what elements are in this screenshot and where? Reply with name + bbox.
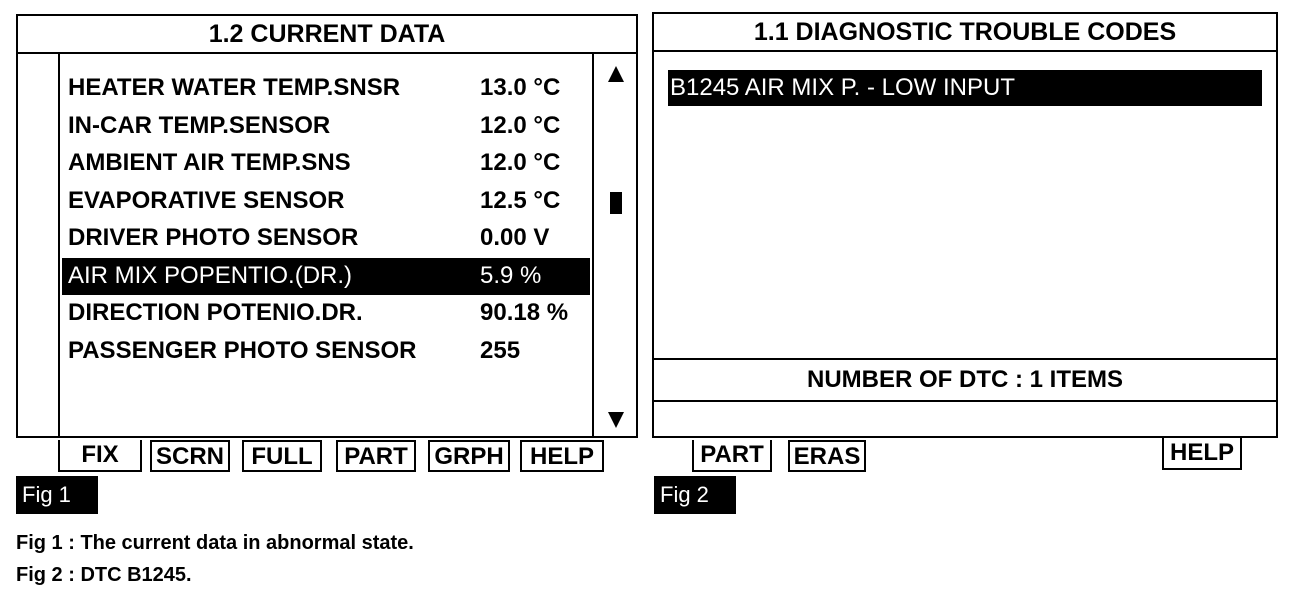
data-row[interactable] — [62, 183, 590, 221]
data-row-value: 5.9 % — [480, 261, 542, 289]
data-row-value: 12.0 °C — [480, 149, 561, 176]
dtc-title: 1.1 DIAGNOSTIC TROUBLE CODES — [654, 14, 1276, 52]
part-key[interactable]: PART — [692, 440, 772, 472]
data-row-label: DIRECTION POTENIO.DR. — [68, 299, 363, 326]
left-divider — [58, 52, 60, 436]
fig1-tag: Fig 1 — [16, 476, 98, 514]
data-row-value: 13.0 °C — [480, 74, 561, 101]
data-row-value: 90.18 % — [480, 299, 569, 326]
data-row[interactable] — [62, 220, 590, 258]
data-row[interactable] — [62, 145, 590, 183]
data-row[interactable] — [62, 295, 590, 333]
data-row-selected[interactable] — [62, 258, 590, 296]
fig2-caption: Fig 2 : DTC B1245. — [16, 564, 192, 586]
data-row-label: AIR MIX POPENTIO.(DR.) — [68, 261, 353, 289]
current-data-panel — [16, 14, 638, 438]
eras-key[interactable]: ERAS — [788, 440, 866, 472]
dtc-panel — [652, 12, 1278, 438]
part-key[interactable]: PART — [336, 440, 416, 472]
fig1-caption: Fig 1 : The current data in abnormal state. — [16, 532, 414, 554]
data-row-label: EVAPORATIVE SENSOR — [68, 186, 345, 214]
data-row-label: PASSENGER PHOTO SENSOR — [68, 336, 417, 364]
data-row[interactable] — [62, 333, 590, 371]
dtc-list-item[interactable]: B1245 AIR MIX P. - LOW INPUT — [668, 70, 1262, 106]
data-row-label: DRIVER PHOTO SENSOR — [68, 224, 359, 251]
dtc-count-summary: NUMBER OF DTC : 1 ITEMS — [654, 358, 1276, 402]
scroll-up-arrow-icon[interactable] — [608, 66, 624, 82]
data-row-label: AMBIENT AIR TEMP.SNS — [68, 149, 351, 176]
data-row-value: 0.00 V — [480, 224, 550, 251]
current-data-list — [62, 70, 590, 370]
help-key[interactable]: HELP — [1162, 438, 1242, 470]
help-key[interactable]: HELP — [520, 440, 604, 472]
scrollbar-divider — [592, 52, 594, 436]
fix-key[interactable]: FIX — [58, 440, 142, 472]
data-row-value: 255 — [480, 336, 521, 364]
data-row[interactable] — [62, 108, 590, 146]
data-row-value: 12.0 °C — [480, 111, 561, 139]
current-data-title: 1.2 CURRENT DATA — [18, 16, 636, 54]
fig2-tag: Fig 2 — [654, 476, 736, 514]
data-row-label: IN-CAR TEMP.SENSOR — [68, 111, 331, 139]
scrn-key[interactable]: SCRN — [150, 440, 230, 472]
grph-key[interactable]: GRPH — [428, 440, 510, 472]
scrollbar-thumb[interactable] — [610, 192, 622, 214]
data-row[interactable] — [62, 70, 590, 108]
data-row-label: HEATER WATER TEMP.SNSR — [68, 74, 401, 101]
data-row-value: 12.5 °C — [480, 186, 561, 214]
full-key[interactable]: FULL — [242, 440, 322, 472]
scroll-down-arrow-icon[interactable] — [608, 412, 624, 428]
